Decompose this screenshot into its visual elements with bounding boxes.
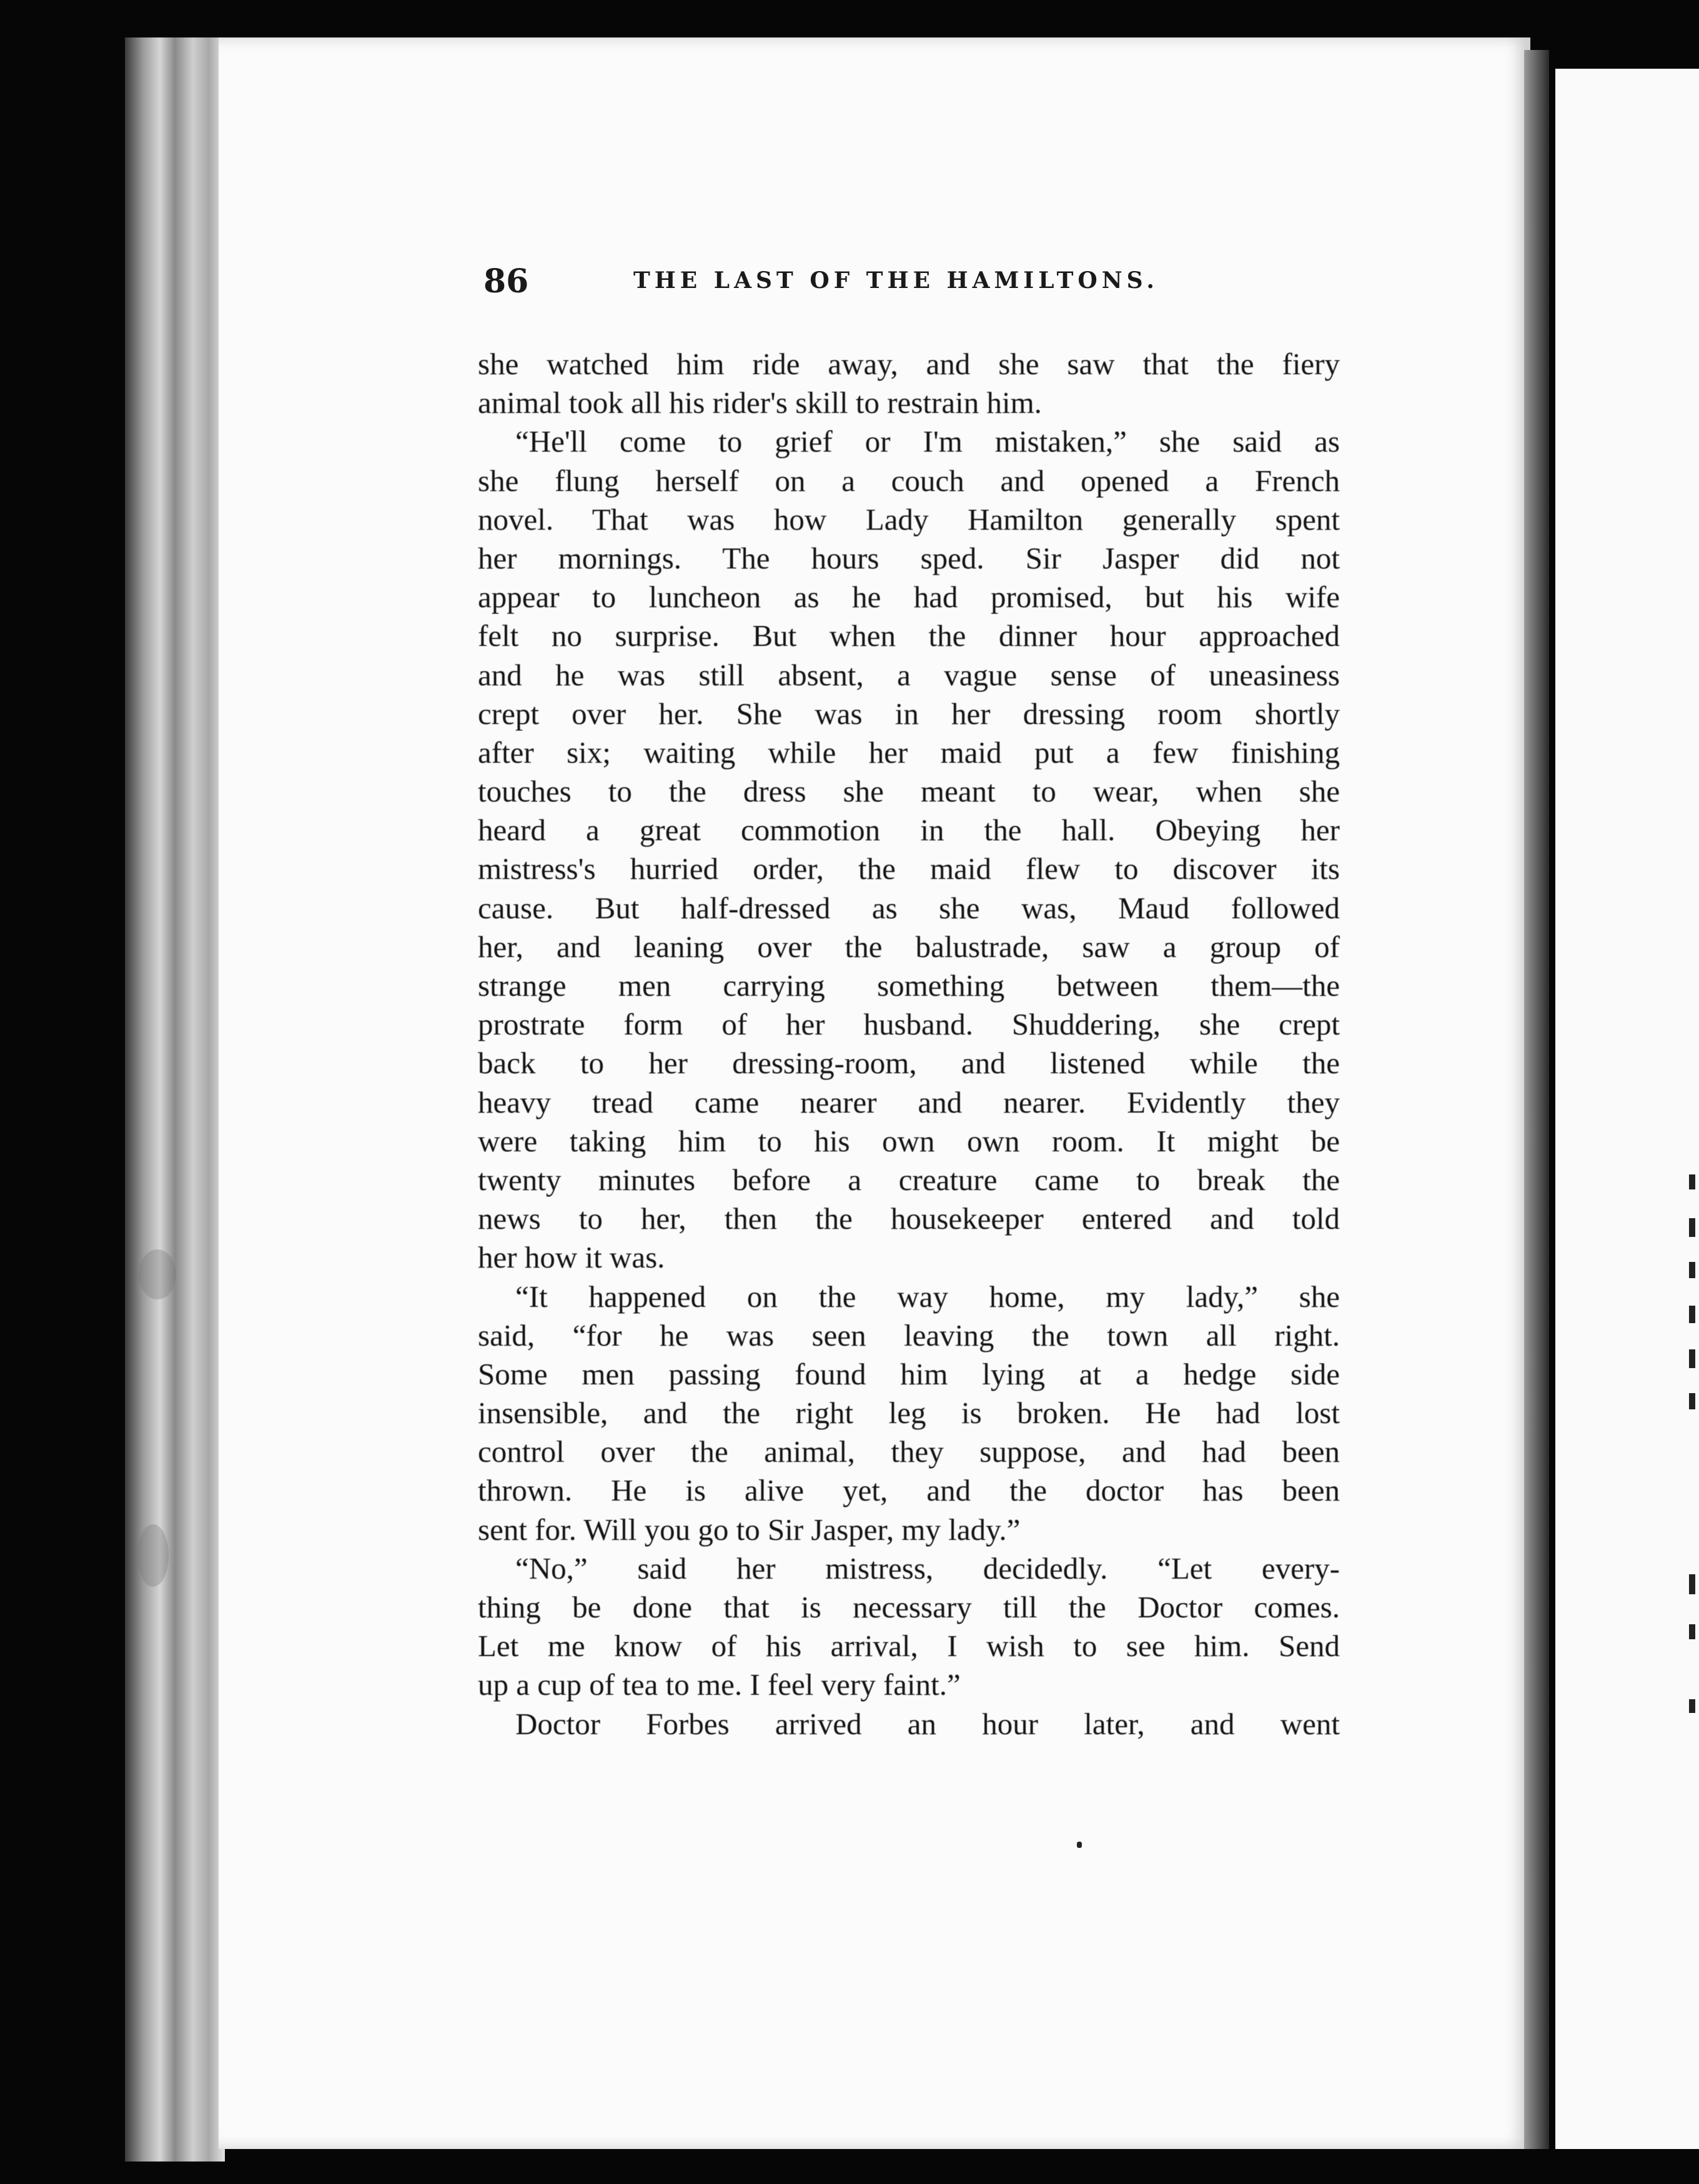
text-line: animal took all his rider's skill to restrain him.	[478, 385, 1042, 420]
page-header	[483, 262, 1345, 312]
text-line: strange men carrying something between them—the	[478, 968, 1340, 1003]
ink-speck	[1077, 1842, 1082, 1848]
text-line: she watched him ride away, and she saw that the fiery	[478, 347, 1340, 381]
text-line: sent for. Will you go to Sir Jasper, my lady.”	[478, 1512, 1021, 1547]
text-line: “It happened on the way home, my lady,” she	[515, 1279, 1340, 1314]
page-edges	[125, 37, 225, 2162]
text-line: news to her, then the housekeeper entered and told	[478, 1201, 1340, 1236]
scan-smudge	[137, 1524, 169, 1587]
facing-page-text-fragments	[1687, 1174, 1699, 1737]
text-line: after six; waiting while her maid put a few finishing	[478, 735, 1340, 770]
text-line: and he was still absent, a vague sense of uneasiness	[478, 657, 1340, 692]
text-line: twenty minutes before a creature came to break the	[478, 1162, 1340, 1197]
text-line: heard a great commotion in the hall. Obeying her	[478, 813, 1340, 848]
text-line: thrown. He is alive yet, and the doctor has been	[478, 1473, 1340, 1508]
facing-page-edge	[1555, 69, 1699, 2149]
text-line: felt no surprise. But when the dinner hour approached	[478, 618, 1340, 653]
text-line: crept over her. She was in her dressing room shortly	[478, 696, 1340, 731]
text-line: “No,” said her mistress, decidedly. “Let every-	[515, 1551, 1340, 1586]
text-line: her mornings. The hours sped. Sir Jasper did not	[478, 540, 1340, 575]
text-line: back to her dressing-room, and listened while the	[478, 1046, 1340, 1081]
text-line: were taking him to his own own room. It might be	[478, 1123, 1340, 1158]
body-text	[478, 345, 1340, 1744]
text-line: control over the animal, they suppose, and had been	[478, 1434, 1340, 1469]
spine-shadow	[1524, 50, 1549, 2149]
text-line: her how it was.	[478, 1240, 665, 1275]
running-head: THE LAST OF THE HAMILTONS.	[633, 267, 1159, 294]
text-line: she flung herself on a couch and opened a French	[478, 463, 1340, 498]
text-line: her, and leaning over the balustrade, saw a group of	[478, 929, 1340, 964]
text-line: said, “for he was seen leaving the town all right.	[478, 1318, 1340, 1353]
text-line: touches to the dress she meant to wear, when she	[478, 774, 1340, 809]
page-number: 86	[483, 262, 529, 300]
text-line: Doctor Forbes arrived an hour later, and went	[515, 1706, 1340, 1741]
text-line: up a cup of tea to me. I feel very faint.”	[478, 1667, 961, 1702]
scan-smudge	[139, 1249, 176, 1299]
text-line: prostrate form of her husband. Shuddering, she crept	[478, 1007, 1340, 1042]
text-line: appear to luncheon as he had promised, but his wife	[478, 580, 1340, 615]
text-line: “He'll come to grief or I'm mistaken,” she said as	[515, 424, 1340, 459]
text-line: heavy tread came nearer and nearer. Evidently they	[478, 1085, 1340, 1119]
text-line: insensible, and the right leg is broken. He had lost	[478, 1396, 1340, 1431]
text-line: Let me know of his arrival, I wish to see him. Send	[478, 1629, 1340, 1664]
text-line: Some men passing found him lying at a hedge side	[478, 1356, 1340, 1391]
text-line: thing be done that is necessary till the Doctor comes.	[478, 1590, 1340, 1624]
text-line: cause. But half-dressed as she was, Maud followed	[478, 890, 1340, 925]
text-line: novel. That was how Lady Hamilton generally spent	[478, 502, 1340, 537]
text-line: mistress's hurried order, the maid flew to discover its	[478, 851, 1340, 886]
